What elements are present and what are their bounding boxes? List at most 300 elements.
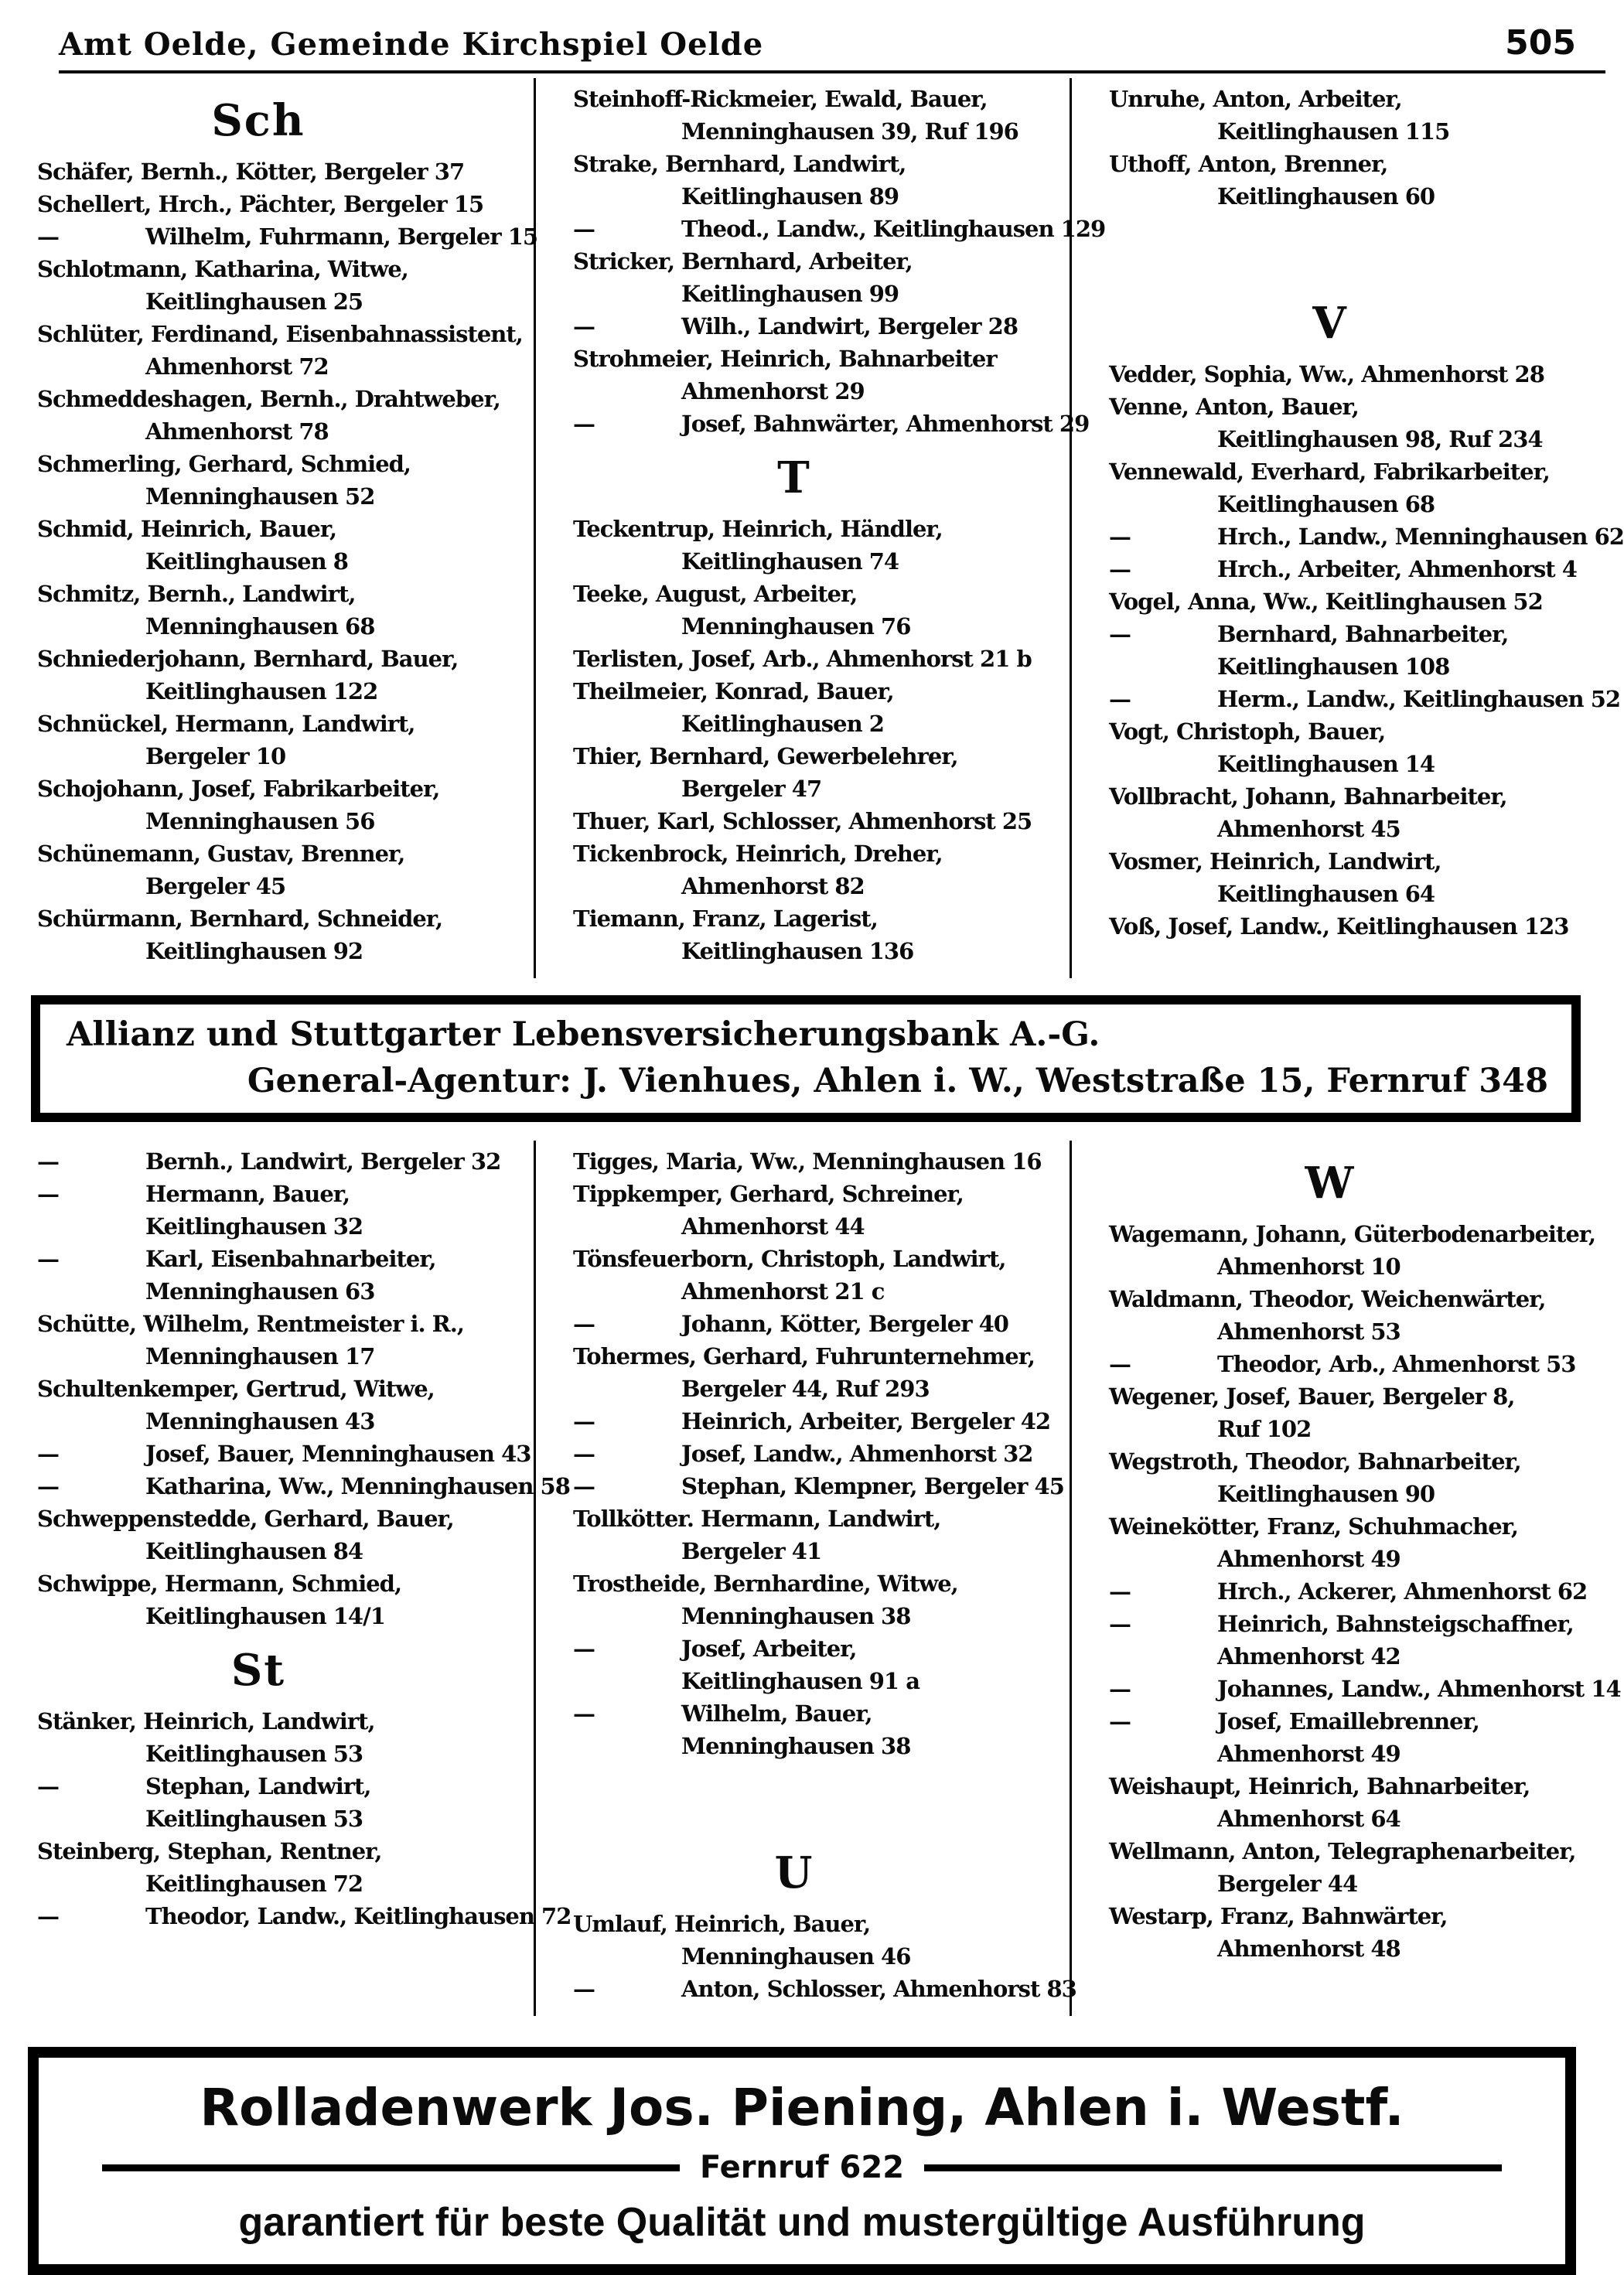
entry-line: Schürmann, Bernhard, Schneider, — [37, 906, 443, 932]
entry-line: Menninghausen 43 — [145, 1408, 375, 1434]
entry-line: Tickenbrock, Heinrich, Dreher, — [573, 841, 943, 867]
entry-line: Keitlinghausen 68 — [1217, 491, 1435, 517]
directory-entry — [573, 310, 1062, 343]
directory-entry — [1109, 585, 1598, 618]
entry-line: Unruhe, Anton, Arbeiter, — [1109, 86, 1402, 112]
directory-entry — [573, 1908, 1062, 1973]
ad-phone: Fernruf 622 — [699, 2150, 905, 2185]
directory-entry — [37, 773, 526, 837]
page-number: 505 — [1505, 23, 1576, 63]
entry-line: Ahmenhorst 64 — [1217, 1806, 1401, 1832]
entry-line: Keitlinghausen 74 — [681, 548, 899, 575]
entry-line: Keitlinghausen 64 — [1217, 881, 1435, 907]
entry-line: Tohermes, Gerhard, Fuhrunternehmer, — [573, 1343, 1035, 1369]
entry-line: Thier, Bernhard, Gewerbelehrer, — [573, 743, 958, 769]
entry-line: Menninghausen 38 — [681, 1733, 911, 1759]
directory-entry — [37, 643, 526, 708]
entry-line: Keitlinghausen 136 — [681, 938, 914, 964]
directory-entry — [1109, 148, 1598, 213]
directory-entry — [1109, 1900, 1598, 1965]
ditto-dash: — — [1109, 1611, 1131, 1637]
entry-line: Ahmenhorst 21 c — [681, 1278, 885, 1305]
entry-line: Keitlinghausen 53 — [145, 1741, 363, 1767]
entry-line: Westarp, Franz, Bahnwärter, — [1109, 1903, 1448, 1929]
entry-line: Voß, Josef, Landw., Keitlinghausen 123 — [1109, 913, 1569, 940]
entry-text: Josef, Landw., Ahmenhorst 32 — [681, 1441, 1033, 1467]
ditto-dash: — — [37, 1246, 59, 1272]
entry-text: Bernhard, Bahnarbeiter, — [1217, 621, 1509, 647]
entry-line: Ruf 102 — [1217, 1416, 1312, 1442]
entry-line — [1109, 1705, 1598, 1738]
directory-entry — [37, 837, 526, 902]
entry-line: Wegener, Josef, Bauer, Bergeler 8, — [1109, 1383, 1515, 1410]
entry-text: Hrch., Arbeiter, Ahmenhorst 4 — [1217, 556, 1577, 582]
directory-entry — [37, 1900, 571, 1932]
ditto-dash: — — [37, 1473, 59, 1499]
directory-entry — [37, 188, 526, 220]
directory-entry — [1109, 1673, 1621, 1705]
directory-entry — [573, 805, 1062, 837]
entry-line: Schniederjohann, Bernhard, Bauer, — [37, 646, 459, 672]
entry-text: Johannes, Landw., Ahmenhorst 14 — [1217, 1676, 1621, 1702]
entry-line: Keitlinghausen 89 — [681, 183, 899, 210]
entry-text: Hrch., Landw., Menninghausen 62 — [1217, 524, 1624, 550]
entry-line: Menninghausen 17 — [145, 1343, 375, 1369]
ad-headline: Rolladenwerk Jos. Piening, Ahlen i. Westf. — [200, 2078, 1404, 2137]
entry-line: Weinekötter, Franz, Schuhmacher, — [1109, 1513, 1518, 1540]
entry-line: Wegstroth, Theodor, Bahnarbeiter, — [1109, 1448, 1521, 1475]
entry-line: Keitlinghausen 91 a — [681, 1668, 919, 1694]
entry-line — [1109, 520, 1624, 553]
entry-text: Theodor, Arb., Ahmenhorst 53 — [1217, 1351, 1576, 1377]
directory-entry — [1109, 1608, 1598, 1673]
ad-company-line: Allianz und Stuttgarter Lebensversicherungsbank A.-G. — [67, 1015, 1100, 1054]
entry-line: Tönsfeuerborn, Christoph, Landwirt, — [573, 1246, 1006, 1272]
entry-line: Schweppenstedde, Gerhard, Bauer, — [37, 1506, 454, 1532]
entry-line: Teeke, August, Arbeiter, — [573, 581, 858, 607]
directory-entry — [1109, 1705, 1598, 1770]
entry-line: Thuer, Karl, Schlosser, Ahmenhorst 25 — [573, 808, 1032, 834]
entry-line: Wellmann, Anton, Telegraphenarbeiter, — [1109, 1838, 1576, 1864]
ditto-dash: — — [37, 1773, 59, 1799]
entry-line: Keitlinghausen 25 — [145, 288, 363, 315]
directory-entry — [573, 1502, 1062, 1567]
entry-line: Terlisten, Josef, Arb., Ahmenhorst 21 b — [573, 646, 1032, 672]
entry-line: Menninghausen 46 — [681, 1943, 911, 1970]
rule-right — [924, 2164, 1502, 2171]
entry-line: Vogt, Christoph, Bauer, — [1109, 718, 1386, 745]
entry-text: Hrch., Ackerer, Ahmenhorst 62 — [1217, 1578, 1588, 1605]
entry-line — [573, 1438, 1062, 1470]
directory-entry — [573, 1438, 1062, 1470]
directory-entry — [573, 578, 1062, 643]
directory-column — [1070, 78, 1624, 978]
directory-column — [1070, 1141, 1621, 2016]
ditto-dash: — — [1109, 1578, 1131, 1605]
entry-line: Schünemann, Gustav, Brenner, — [37, 841, 405, 867]
ditto-dash: — — [573, 313, 595, 339]
directory-column — [534, 1141, 1076, 2016]
entry-line — [573, 1308, 1062, 1340]
directory-entry — [37, 155, 526, 188]
entry-line: Schnückel, Hermann, Landwirt, — [37, 711, 415, 737]
entry-line — [1109, 1575, 1598, 1608]
directory-entry — [573, 213, 1106, 245]
entry-text: Josef, Emaillebrenner, — [1217, 1708, 1479, 1734]
directory-entry — [573, 740, 1062, 805]
upper-directory-section — [0, 78, 1624, 978]
entry-line: Bergeler 47 — [681, 776, 822, 802]
entry-text: Josef, Bauer, Menninghausen 43 — [145, 1441, 531, 1467]
entry-line: Wagemann, Johann, Güterbodenarbeiter, — [1109, 1221, 1596, 1247]
entry-line: Vogel, Anna, Ww., Keitlinghausen 52 — [1109, 588, 1543, 615]
entry-line: Keitlinghausen 32 — [145, 1213, 363, 1240]
entry-line — [573, 1632, 1062, 1665]
entry-line: Schwippe, Hermann, Schmied, — [37, 1571, 402, 1597]
directory-column — [534, 78, 1106, 978]
directory-entry — [1109, 715, 1598, 780]
directory-entry — [1109, 845, 1598, 910]
page-title: Amt Oelde, Gemeinde Kirchspiel Oelde — [59, 26, 764, 63]
directory-entry — [1109, 391, 1598, 455]
entry-text: Hermann, Bauer, — [145, 1181, 350, 1207]
entry-line: Ahmenhorst 10 — [1217, 1253, 1401, 1280]
entry-line: Umlauf, Heinrich, Bauer, — [573, 1911, 871, 1937]
entry-text: Karl, Eisenbahnarbeiter, — [145, 1246, 436, 1272]
entry-line: Keitlinghausen 8 — [145, 548, 348, 575]
entry-line: Trostheide, Bernhardine, Witwe, — [573, 1571, 958, 1597]
directory-entry — [37, 1567, 526, 1632]
directory-entry — [573, 675, 1062, 740]
entry-text: Wilhelm, Bauer, — [681, 1700, 872, 1727]
entry-line: Keitlinghausen 14 — [1217, 751, 1435, 777]
entry-line: Bergeler 44 — [1217, 1871, 1358, 1897]
entry-line — [37, 1178, 526, 1210]
entry-text: Katharina, Ww., Menninghausen 58 — [145, 1473, 570, 1499]
directory-entry — [573, 902, 1062, 967]
entry-text: Wilhelm, Fuhrmann, Bergeler 15 — [145, 223, 538, 250]
directory-entry — [573, 343, 1062, 408]
entry-line — [37, 1900, 571, 1932]
entry-line: Waldmann, Theodor, Weichenwärter, — [1109, 1286, 1546, 1312]
entry-line: Menninghausen 39, Ruf 196 — [681, 118, 1018, 145]
entry-text: Josef, Arbeiter, — [681, 1635, 857, 1662]
directory-entry — [37, 1308, 526, 1373]
entry-line: Schlüter, Ferdinand, Eisenbahnassistent, — [37, 321, 523, 347]
entry-line: Steinhoff-Rickmeier, Ewald, Bauer, — [573, 86, 988, 112]
entry-line: Schmeddeshagen, Bernh., Drahtweber, — [37, 386, 500, 412]
entry-line: Ahmenhorst 44 — [681, 1213, 865, 1240]
directory-entry — [1109, 1348, 1598, 1380]
entry-line: Keitlinghausen 92 — [145, 938, 363, 964]
entry-line — [573, 1405, 1062, 1438]
ad-phone-row — [102, 2150, 1502, 2185]
entry-line — [573, 1470, 1062, 1502]
entry-line — [37, 220, 538, 253]
ad-slogan: garantiert für beste Qualität und mustergültige Ausführung — [238, 2200, 1366, 2245]
directory-entry — [37, 1243, 526, 1308]
allianz-insurance-ad — [31, 995, 1581, 1122]
entry-line: Weishaupt, Heinrich, Bahnarbeiter, — [1109, 1773, 1530, 1799]
entry-line: Schmitz, Bernh., Landwirt, — [37, 581, 356, 607]
directory-entry — [37, 253, 526, 318]
entry-line: Vedder, Sophia, Ww., Ahmenhorst 28 — [1109, 361, 1544, 387]
ditto-dash: — — [1109, 621, 1131, 647]
directory-entry — [1109, 358, 1598, 391]
directory-entry — [1109, 1218, 1598, 1283]
section-heading: V — [1312, 298, 1348, 349]
directory-entry — [37, 513, 526, 578]
directory-entry — [1109, 1510, 1598, 1575]
entry-line: Ahmenhorst 72 — [145, 353, 329, 380]
entry-text: Herm., Landw., Keitlinghausen 52 — [1217, 686, 1621, 712]
entry-line: Venne, Anton, Bauer, — [1109, 394, 1359, 420]
entry-line: Ahmenhorst 49 — [1217, 1546, 1401, 1572]
page-header — [0, 0, 1605, 70]
directory-entry — [573, 1243, 1062, 1308]
entry-line: Keitlinghausen 72 — [145, 1871, 363, 1897]
entry-line — [1109, 1608, 1598, 1640]
entry-line: Strohmeier, Heinrich, Bahnarbeiter — [573, 346, 997, 372]
entry-line: Schäfer, Bernh., Kötter, Bergeler 37 — [37, 159, 465, 185]
directory-entry — [1109, 1575, 1598, 1608]
ditto-dash: — — [573, 1700, 595, 1727]
entry-line: Ahmenhorst 42 — [1217, 1643, 1401, 1670]
entry-text: Johann, Kötter, Bergeler 40 — [681, 1311, 1008, 1337]
entry-line: Bergeler 10 — [145, 743, 286, 769]
lower-directory-section — [0, 1141, 1621, 2016]
entry-line: Keitlinghausen 84 — [145, 1538, 363, 1564]
entry-line: Tigges, Maria, Ww., Menninghausen 16 — [573, 1148, 1042, 1175]
entry-line: Keitlinghausen 108 — [1217, 653, 1450, 680]
entry-line: Bergeler 45 — [145, 873, 286, 899]
section-heading: Sch — [211, 95, 305, 146]
ditto-dash: — — [1109, 686, 1131, 712]
entry-line: Menninghausen 56 — [145, 808, 375, 834]
directory-entry — [573, 1405, 1062, 1438]
entry-text: Stephan, Klempner, Bergeler 45 — [681, 1473, 1064, 1499]
directory-entry — [37, 902, 526, 967]
entry-line: Schellert, Hrch., Pächter, Bergeler 15 — [37, 191, 484, 217]
entry-line: Keitlinghausen 90 — [1217, 1481, 1435, 1507]
entry-line: Menninghausen 52 — [145, 483, 375, 510]
directory-entry — [37, 578, 526, 643]
entry-line: Bergeler 41 — [681, 1538, 822, 1564]
header-divider — [59, 70, 1605, 73]
entry-text: Stephan, Landwirt, — [145, 1773, 371, 1799]
directory-entry — [37, 1770, 526, 1835]
directory-entry — [573, 1697, 1062, 1762]
directory-entry — [37, 1438, 531, 1470]
entry-line: Ahmenhorst 82 — [681, 873, 865, 899]
entry-text: Theod., Landw., Keitlinghausen 129 — [681, 216, 1106, 242]
entry-text: Theodor, Landw., Keitlinghausen 72 — [145, 1903, 571, 1929]
ditto-dash: — — [573, 216, 595, 242]
directory-entry — [1109, 1283, 1598, 1348]
entry-line: Keitlinghausen 53 — [145, 1806, 363, 1832]
entry-line: Keitlinghausen 99 — [681, 281, 899, 307]
entry-line — [37, 1470, 570, 1502]
ditto-dash: — — [37, 223, 59, 250]
directory-entry — [573, 148, 1062, 213]
entry-line: Schultenkemper, Gertrud, Witwe, — [37, 1376, 435, 1402]
entry-line — [1109, 1348, 1598, 1380]
directory-entry — [37, 383, 526, 448]
entry-line: Ahmenhorst 48 — [1217, 1936, 1401, 1962]
directory-entry — [573, 83, 1062, 148]
section-heading: St — [230, 1645, 286, 1696]
directory-entry — [1109, 520, 1624, 553]
ditto-dash: — — [1109, 1708, 1131, 1734]
entry-line: Ahmenhorst 49 — [1217, 1741, 1401, 1767]
ditto-dash: — — [37, 1148, 59, 1175]
entry-line: Keitlinghausen 14/1 — [145, 1603, 385, 1629]
entry-line: Schmid, Heinrich, Bauer, — [37, 516, 337, 542]
rolladenwerk-ad — [28, 2047, 1576, 2275]
entry-line: Ahmenhorst 29 — [681, 378, 865, 404]
directory-entry — [37, 1835, 526, 1900]
entry-line: Uthoff, Anton, Brenner, — [1109, 151, 1388, 177]
ditto-dash: — — [1109, 524, 1131, 550]
directory-entry — [573, 1308, 1062, 1340]
ad-agency-line: General-Agentur: J. Vienhues, Ahlen i. W., Weststraße 15, Fernruf 348 — [247, 1062, 1548, 1100]
ditto-dash: — — [37, 1903, 59, 1929]
entry-line: Keitlinghausen 2 — [681, 711, 884, 737]
directory-entry — [1109, 553, 1598, 585]
entry-line — [1109, 618, 1598, 650]
entry-line: Theilmeier, Konrad, Bauer, — [573, 678, 894, 704]
ditto-dash: — — [573, 1408, 595, 1434]
directory-entry — [1109, 1835, 1598, 1900]
entry-line: Teckentrup, Heinrich, Händler, — [573, 516, 943, 542]
entry-line — [573, 213, 1106, 245]
entry-line — [573, 408, 1090, 440]
ditto-dash: — — [37, 1181, 59, 1207]
entry-line: Tiemann, Franz, Lagerist, — [573, 906, 878, 932]
directory-entry — [1109, 1380, 1598, 1445]
directory-entry — [573, 1632, 1062, 1697]
directory-entry — [1109, 83, 1598, 148]
directory-column — [0, 1141, 571, 2016]
directory-entry — [37, 318, 526, 383]
section-heading: W — [1305, 1158, 1356, 1209]
entry-text: Heinrich, Arbeiter, Bergeler 42 — [681, 1408, 1051, 1434]
entry-line: Menninghausen 63 — [145, 1278, 375, 1305]
entry-line: Vosmer, Heinrich, Landwirt, — [1109, 848, 1441, 875]
entry-text: Anton, Schlosser, Ahmenhorst 83 — [681, 1976, 1076, 2002]
directory-entry — [37, 448, 526, 513]
ditto-dash: — — [573, 411, 595, 437]
directory-entry — [573, 1973, 1076, 2005]
entry-line: Schmerling, Gerhard, Schmied, — [37, 451, 411, 477]
directory-entry — [37, 220, 538, 253]
directory-entry — [37, 1502, 526, 1567]
entry-line: Strake, Bernhard, Landwirt, — [573, 151, 906, 177]
entry-line: Ahmenhorst 78 — [145, 418, 329, 445]
directory-entry — [1109, 780, 1598, 845]
directory-entry — [573, 837, 1062, 902]
entry-line: Bergeler 44, Ruf 293 — [681, 1376, 930, 1402]
entry-text: Heinrich, Bahnsteigschaffner, — [1217, 1611, 1574, 1637]
directory-entry — [573, 245, 1062, 310]
ditto-dash: — — [37, 1441, 59, 1467]
entry-text: Josef, Bahnwärter, Ahmenhorst 29 — [681, 411, 1090, 437]
directory-entry — [37, 1178, 526, 1243]
rule-left — [102, 2164, 680, 2171]
directory-entry — [573, 513, 1062, 578]
ditto-dash: — — [1109, 556, 1131, 582]
entry-line: Menninghausen 76 — [681, 613, 911, 640]
directory-entry — [1109, 455, 1598, 520]
entry-line — [573, 310, 1062, 343]
ditto-dash: — — [1109, 1676, 1131, 1702]
directory-entry — [1109, 683, 1621, 715]
ditto-dash: — — [573, 1441, 595, 1467]
entry-line — [1109, 1673, 1621, 1705]
ditto-dash: — — [573, 1473, 595, 1499]
entry-line — [573, 1973, 1076, 2005]
entry-line: Keitlinghausen 98, Ruf 234 — [1217, 426, 1543, 452]
entry-line: Keitlinghausen 122 — [145, 678, 378, 704]
directory-entry — [573, 643, 1062, 675]
entry-line — [37, 1145, 526, 1178]
entry-line: Menninghausen 38 — [681, 1603, 911, 1629]
entry-line — [37, 1243, 526, 1275]
section-heading: T — [777, 452, 811, 503]
directory-entry — [573, 1178, 1062, 1243]
directory-entry — [1109, 910, 1598, 943]
directory-entry — [573, 1567, 1062, 1632]
directory-entry — [573, 1145, 1062, 1178]
entry-line: Menninghausen 68 — [145, 613, 375, 640]
directory-entry — [573, 408, 1090, 440]
entry-line: Schütte, Wilhelm, Rentmeister i. R., — [37, 1311, 464, 1337]
ditto-dash: — — [573, 1635, 595, 1662]
entry-line: Stänker, Heinrich, Landwirt, — [37, 1708, 375, 1734]
entry-line: Stricker, Bernhard, Arbeiter, — [573, 248, 913, 275]
directory-entry — [1109, 618, 1598, 683]
directory-entry — [1109, 1445, 1598, 1510]
section-heading: U — [774, 1847, 814, 1898]
ditto-dash: — — [1109, 1351, 1131, 1377]
entry-line: Tippkemper, Gerhard, Schreiner, — [573, 1181, 964, 1207]
entry-line: Vollbracht, Johann, Bahnarbeiter, — [1109, 783, 1507, 810]
entry-line: Vennewald, Everhard, Fabrikarbeiter, — [1109, 459, 1550, 485]
entry-line: Tollkötter. Hermann, Landwirt, — [573, 1506, 941, 1532]
entry-line: Ahmenhorst 53 — [1217, 1318, 1401, 1345]
directory-entry — [37, 1145, 526, 1178]
ditto-dash: — — [573, 1976, 595, 2002]
directory-entry — [37, 708, 526, 773]
directory-entry — [37, 1470, 570, 1502]
entry-text: Wilh., Landwirt, Bergeler 28 — [681, 313, 1018, 339]
entry-line: Keitlinghausen 115 — [1217, 118, 1450, 145]
entry-line: Schojohann, Josef, Fabrikarbeiter, — [37, 776, 440, 802]
entry-line: Keitlinghausen 60 — [1217, 183, 1435, 210]
entry-text: Bernh., Landwirt, Bergeler 32 — [145, 1148, 501, 1175]
entry-line — [37, 1438, 531, 1470]
entry-line: Ahmenhorst 45 — [1217, 816, 1401, 842]
directory-entry — [1109, 1770, 1598, 1835]
entry-line — [37, 1770, 526, 1803]
entry-line: Schlotmann, Katharina, Witwe, — [37, 256, 408, 282]
entry-line: Steinberg, Stephan, Rentner, — [37, 1838, 382, 1864]
directory-entry — [573, 1470, 1062, 1502]
directory-entry — [37, 1373, 526, 1438]
entry-line — [1109, 683, 1621, 715]
ditto-dash: — — [573, 1311, 595, 1337]
directory-column — [0, 78, 538, 978]
